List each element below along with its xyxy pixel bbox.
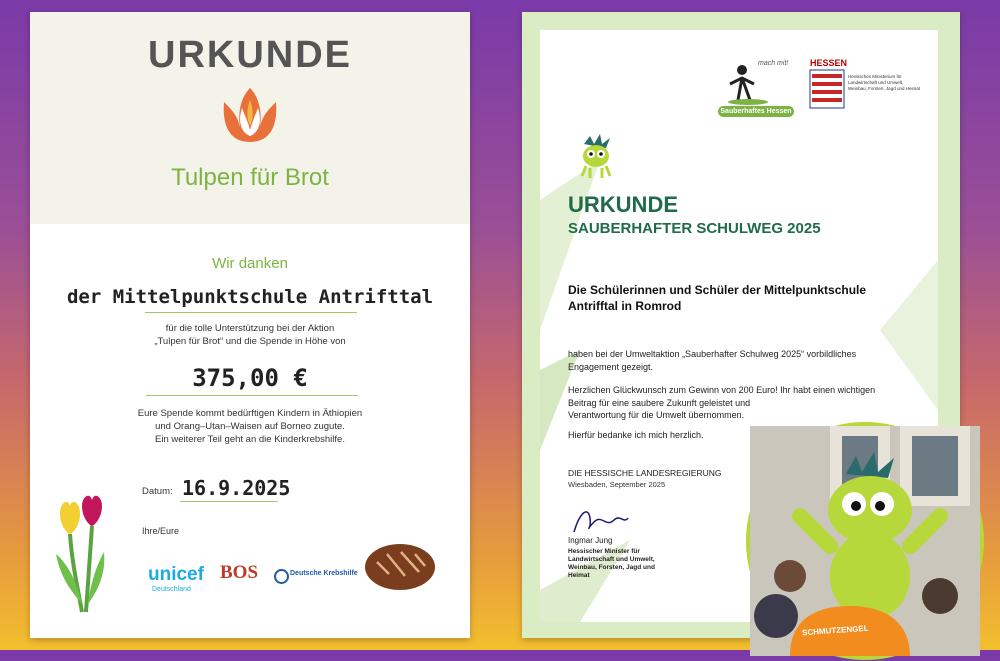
government-label: DIE HESSISCHE LANDESREGIERUNG: [568, 468, 722, 478]
certificate-title: URKUNDE: [148, 34, 352, 76]
recipient-text: [568, 282, 866, 314]
sauberhaftes-hessen-logo: Sauberhaftes Hessen: [718, 106, 794, 117]
signer-title-line: Landwirtschaft und Umwelt,: [568, 556, 655, 563]
machmit-tagline: mach mit!: [758, 60, 789, 67]
tulpen-certificate: [30, 12, 470, 638]
paragraph-line: Herzlichen Glückwunsch zum Gewinn von 200 Euro! Ihr habt einen wichtigen: [568, 385, 876, 395]
recipient-underline: [145, 312, 357, 313]
thanks-text: Wir danken: [212, 255, 288, 272]
place-date: Wiesbaden, September 2025: [568, 480, 666, 489]
date-label: Datum:: [142, 486, 173, 497]
recipient-line: Antrifftal in Romrod: [568, 299, 682, 313]
ministry-small-text: Hessisches Ministerium für Landwirtschaft und Umwelt, Weinbau, Forsten, Jagd und Heimat: [848, 74, 920, 91]
paragraph-line: haben bei der Umweltaktion „Sauberhafter Schulweg 2025“ vorbildliches: [568, 349, 857, 359]
tulip-logo-icon: [218, 84, 282, 146]
mascot-small-icon: [576, 134, 616, 180]
date-value: 16.9.2025: [182, 476, 291, 500]
info-line: Eure Spende kommt bedürftigen Kindern in Äthiopien: [137, 408, 363, 419]
paragraph-engagement: [568, 348, 856, 373]
krebshilfe-icon: [274, 569, 289, 584]
paragraph-line: Engagement gezeigt.: [568, 361, 654, 372]
mascot-photo: [746, 422, 984, 660]
brand-name: Tulpen für Brot: [171, 164, 329, 191]
paragraph-thanks: Hierfür bedanke ich mich herzlich.: [568, 430, 704, 440]
paragraph-line: Verantwortung für die Umwelt übernommen.: [568, 410, 745, 420]
paragraph-line: Beitrag für eine saubere Zukunft geleistet und: [568, 397, 751, 408]
vest-text: SCHMUTZENGEL: [801, 623, 869, 638]
sauberhaft-certificate: [522, 12, 960, 638]
certificate-title: URKUNDE: [568, 192, 678, 217]
donation-info: [30, 407, 470, 446]
unicef-subtitle: Deutschland: [152, 586, 191, 593]
sauberhaftes-hessen-icon: [726, 64, 770, 104]
hessen-coat-of-arms-icon: [810, 70, 844, 108]
signature-icon: [570, 502, 630, 538]
support-line: „Tulpen für Brot“ und die Spende in Höhe von: [154, 336, 346, 347]
krebshilfe-logo: Deutsche Krebshilfe: [290, 570, 358, 577]
info-line: und Orang–Utan–Waisen auf Borneo zugute.: [155, 421, 345, 432]
signer-title-line: Hessischer Minister für: [568, 548, 640, 555]
date-underline: [180, 501, 278, 502]
signer-title: [568, 548, 655, 580]
paragraph-congratulations: [568, 384, 875, 422]
recipient-handwritten: der Mittelpunktschule Antrifttal: [66, 286, 434, 308]
hessen-logo-text: HESSEN: [810, 58, 848, 68]
support-line: für die tolle Unterstützung bei der Aktion: [165, 323, 335, 334]
donation-amount: 375,00 €: [192, 364, 308, 392]
support-text: [30, 322, 470, 348]
signer-name: Ingmar Jung: [568, 536, 613, 545]
recipient-line: Die Schülerinnen und Schüler der Mittelpunktschule: [568, 283, 867, 297]
signer-title-line: Weinbau, Forsten, Jagd und: [568, 564, 655, 571]
mascot-photo-illustration: [750, 426, 980, 656]
unicef-logo: unicef: [148, 564, 204, 585]
amount-underline: [146, 395, 358, 396]
certificate-subtitle: SAUBERHAFTER SCHULWEG 2025: [568, 220, 821, 237]
signature-label: Ihre/Eure: [142, 526, 180, 536]
tulips-illustration-icon: [48, 494, 114, 612]
signer-title-line: Heimat: [568, 572, 590, 579]
bread-icon: [363, 540, 437, 592]
info-line: Ein weiterer Teil geht an die Kinderkrebshilfe.: [155, 434, 345, 445]
certificate-inner: [540, 30, 938, 638]
bos-logo: BOS: [220, 562, 259, 583]
